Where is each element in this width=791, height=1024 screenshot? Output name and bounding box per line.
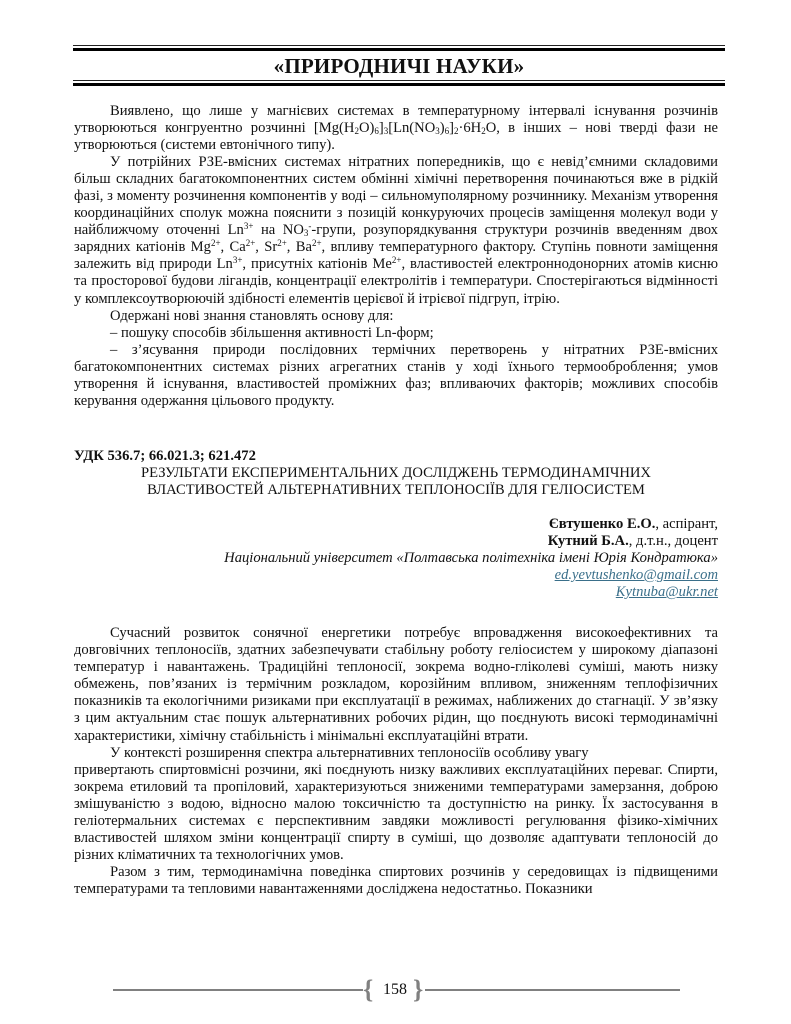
header-rule-top-thick xyxy=(73,48,725,51)
affiliation: Національний університет «Полтавська політехніка імені Юрія Кондратюка» xyxy=(224,550,718,567)
article-title-line-2: ВЛАСТИВОСТЕЙ АЛЬТЕРНАТИВНИХ ТЕПЛОНОСІЇВ ДЛЯ ГЕЛІОСИСТЕМ xyxy=(147,481,645,498)
article2-paragraph-2-first-line: У контексті розширення спектра альтернативних теплоносіїв особливу увагу xyxy=(110,744,589,761)
author-2 xyxy=(74,533,718,550)
footer-rule-right xyxy=(425,989,680,991)
author-1-name: Євтушенко Е.О. xyxy=(548,515,656,532)
article1-paragraph-1: Виявлено, що лише у магнієвих системах в температурному інтервалі існування розчинів утворюються конгруентно розчинні $[Mg(H_2O)_6]_3[Ln(NO_3)_6]_2\cdot 6H_2O$, в інших – нові тверді фази не утворюються (системи евтонічного типу). xyxy=(74,103,718,154)
article1-paragraph-2: У потрійних РЗЕ-вмісних системах нітратних попередників, що є невід’ємними складовими більш складних багатокомпонентних систем обмінні хімічні перетворення починаються вже в рідкій фазі, з моменту розчинення компонентів у воді – сильномуполярному розчиннику. Механізм утворення координаційних сполук можна пояснити з позицій конкуруючих процесів заміщення молекул води у найближчому оточенні $Ln^{3+}$ на $NO_3^-$-групи, розупорядкування структури розчинів введенням двох зарядних катіонів $Mg^{2+}$, $Ca^{2+}$, $Sr^{2+}$, $Ba^{2+}$, впливу температурного фактору. Ступінь повноти заміщення залежить від природи $Ln^{3+}$, присутніх катіонів $Me^{2+}$, властивостей електроннодонорних атомів кисню та просторової будови лігандів, концентрації електролітів і температури. Спостерігаються відмінності у комплексоутворюючій здібності елементів церієвої й ітрієвої підгруп, ітрію. xyxy=(74,154,719,307)
article2-paragraph-3: Разом з тим, термодинамічна поведінка спиртових розчинів у середовищах із підвищеними температурами та тепловими навантаженнями досліджена недостатньо. Показники xyxy=(74,863,718,897)
article1-bullet-2: – з’ясування природи послідовних термічних перетворень у нітратних РЗЕ-вмісних багатокомпонентних системах різних агрегатних станів у ході їхнього термооброблення; умов утворення й існування, властивостей проміжних фаз; впливаючих факторів; можливих способів керування одержання цільового продукту. xyxy=(74,341,718,409)
author-1 xyxy=(74,516,718,533)
running-head: «ПРИРОДНИЧІ НАУКИ» xyxy=(273,54,525,78)
article2-paragraph-2: привертають спиртовмісні розчини, які поєднують низку важливих експлуатаційних переваг. Спирти, зокрема етиловий та пропіловий, характеризуються зниженими температурами замерзання, доброю змішуваністю з водою, відносно малою токсичністю та доступністю на ринку. Їх застосування в геліотермальних системах є перспективним завдяки можливості регулювання фізико-хімічних властивостей шляхом зміни концентрації спирту в суміші, що дозволяє адаптувати теплоносій до різних кліматичних та технологічних умов. xyxy=(74,761,718,863)
email-2 xyxy=(74,584,718,601)
article1-paragraph-3: Одержані нові знання становлять основу для: xyxy=(110,307,394,324)
right-brace-icon: } xyxy=(413,975,424,1004)
header-rule-bottom-thin xyxy=(73,80,725,81)
page-footer xyxy=(113,977,680,1003)
footer-rule-left xyxy=(113,989,363,991)
udk-code: УДК 536.7; 66.021.3; 621.472 xyxy=(74,447,256,464)
page-content xyxy=(74,103,718,898)
email-link-1[interactable]: ed.yevtushenko@gmail.com xyxy=(554,567,718,584)
header-rule-bottom-thick xyxy=(73,83,725,86)
author-2-name: Кутний Б.А. xyxy=(547,533,629,550)
author-1-role: , аспірант, xyxy=(655,515,718,532)
email-1 xyxy=(74,567,718,584)
article1-bullet-1: – пошуку способів збільшення активності Ln-форм; xyxy=(110,324,434,341)
left-brace-icon: { xyxy=(363,975,374,1004)
article2-paragraph-1: Сучасний розвиток сонячної енергетики потребує впровадження високоефективних та довговічних теплоносіїв, здатних забезпечувати стабільну роботу геліосистем у широкому діапазоні температур і навантажень. Традиційні теплоносії, зокрема водно-гліколеві суміші, мають низку обмежень, пов’язаних із термічним розкладом, корозійним впливом, зниженням теплофізичних показників та екологічними ризиками при експлуатації в режимах, наближених до стагнації. У зв’язку з цим актуальним стає пошук альтернативних робочих рідин, що поєднують високі термодинамічні характеристики, хімічну стабільність і мінімальні експлуатаційні втрати. xyxy=(74,625,718,744)
header-rule-top-thin xyxy=(73,45,725,46)
article-title-line-1: РЕЗУЛЬТАТИ ЕКСПЕРИМЕНТАЛЬНИХ ДОСЛІДЖЕНЬ ТЕРМОДИНАМІЧНИХ xyxy=(141,464,651,481)
email-link-2[interactable]: Kytnuba@ukr.net xyxy=(615,584,718,601)
author-2-role: , д.т.н., доцент xyxy=(628,533,718,550)
page-number: 158 xyxy=(383,981,407,998)
